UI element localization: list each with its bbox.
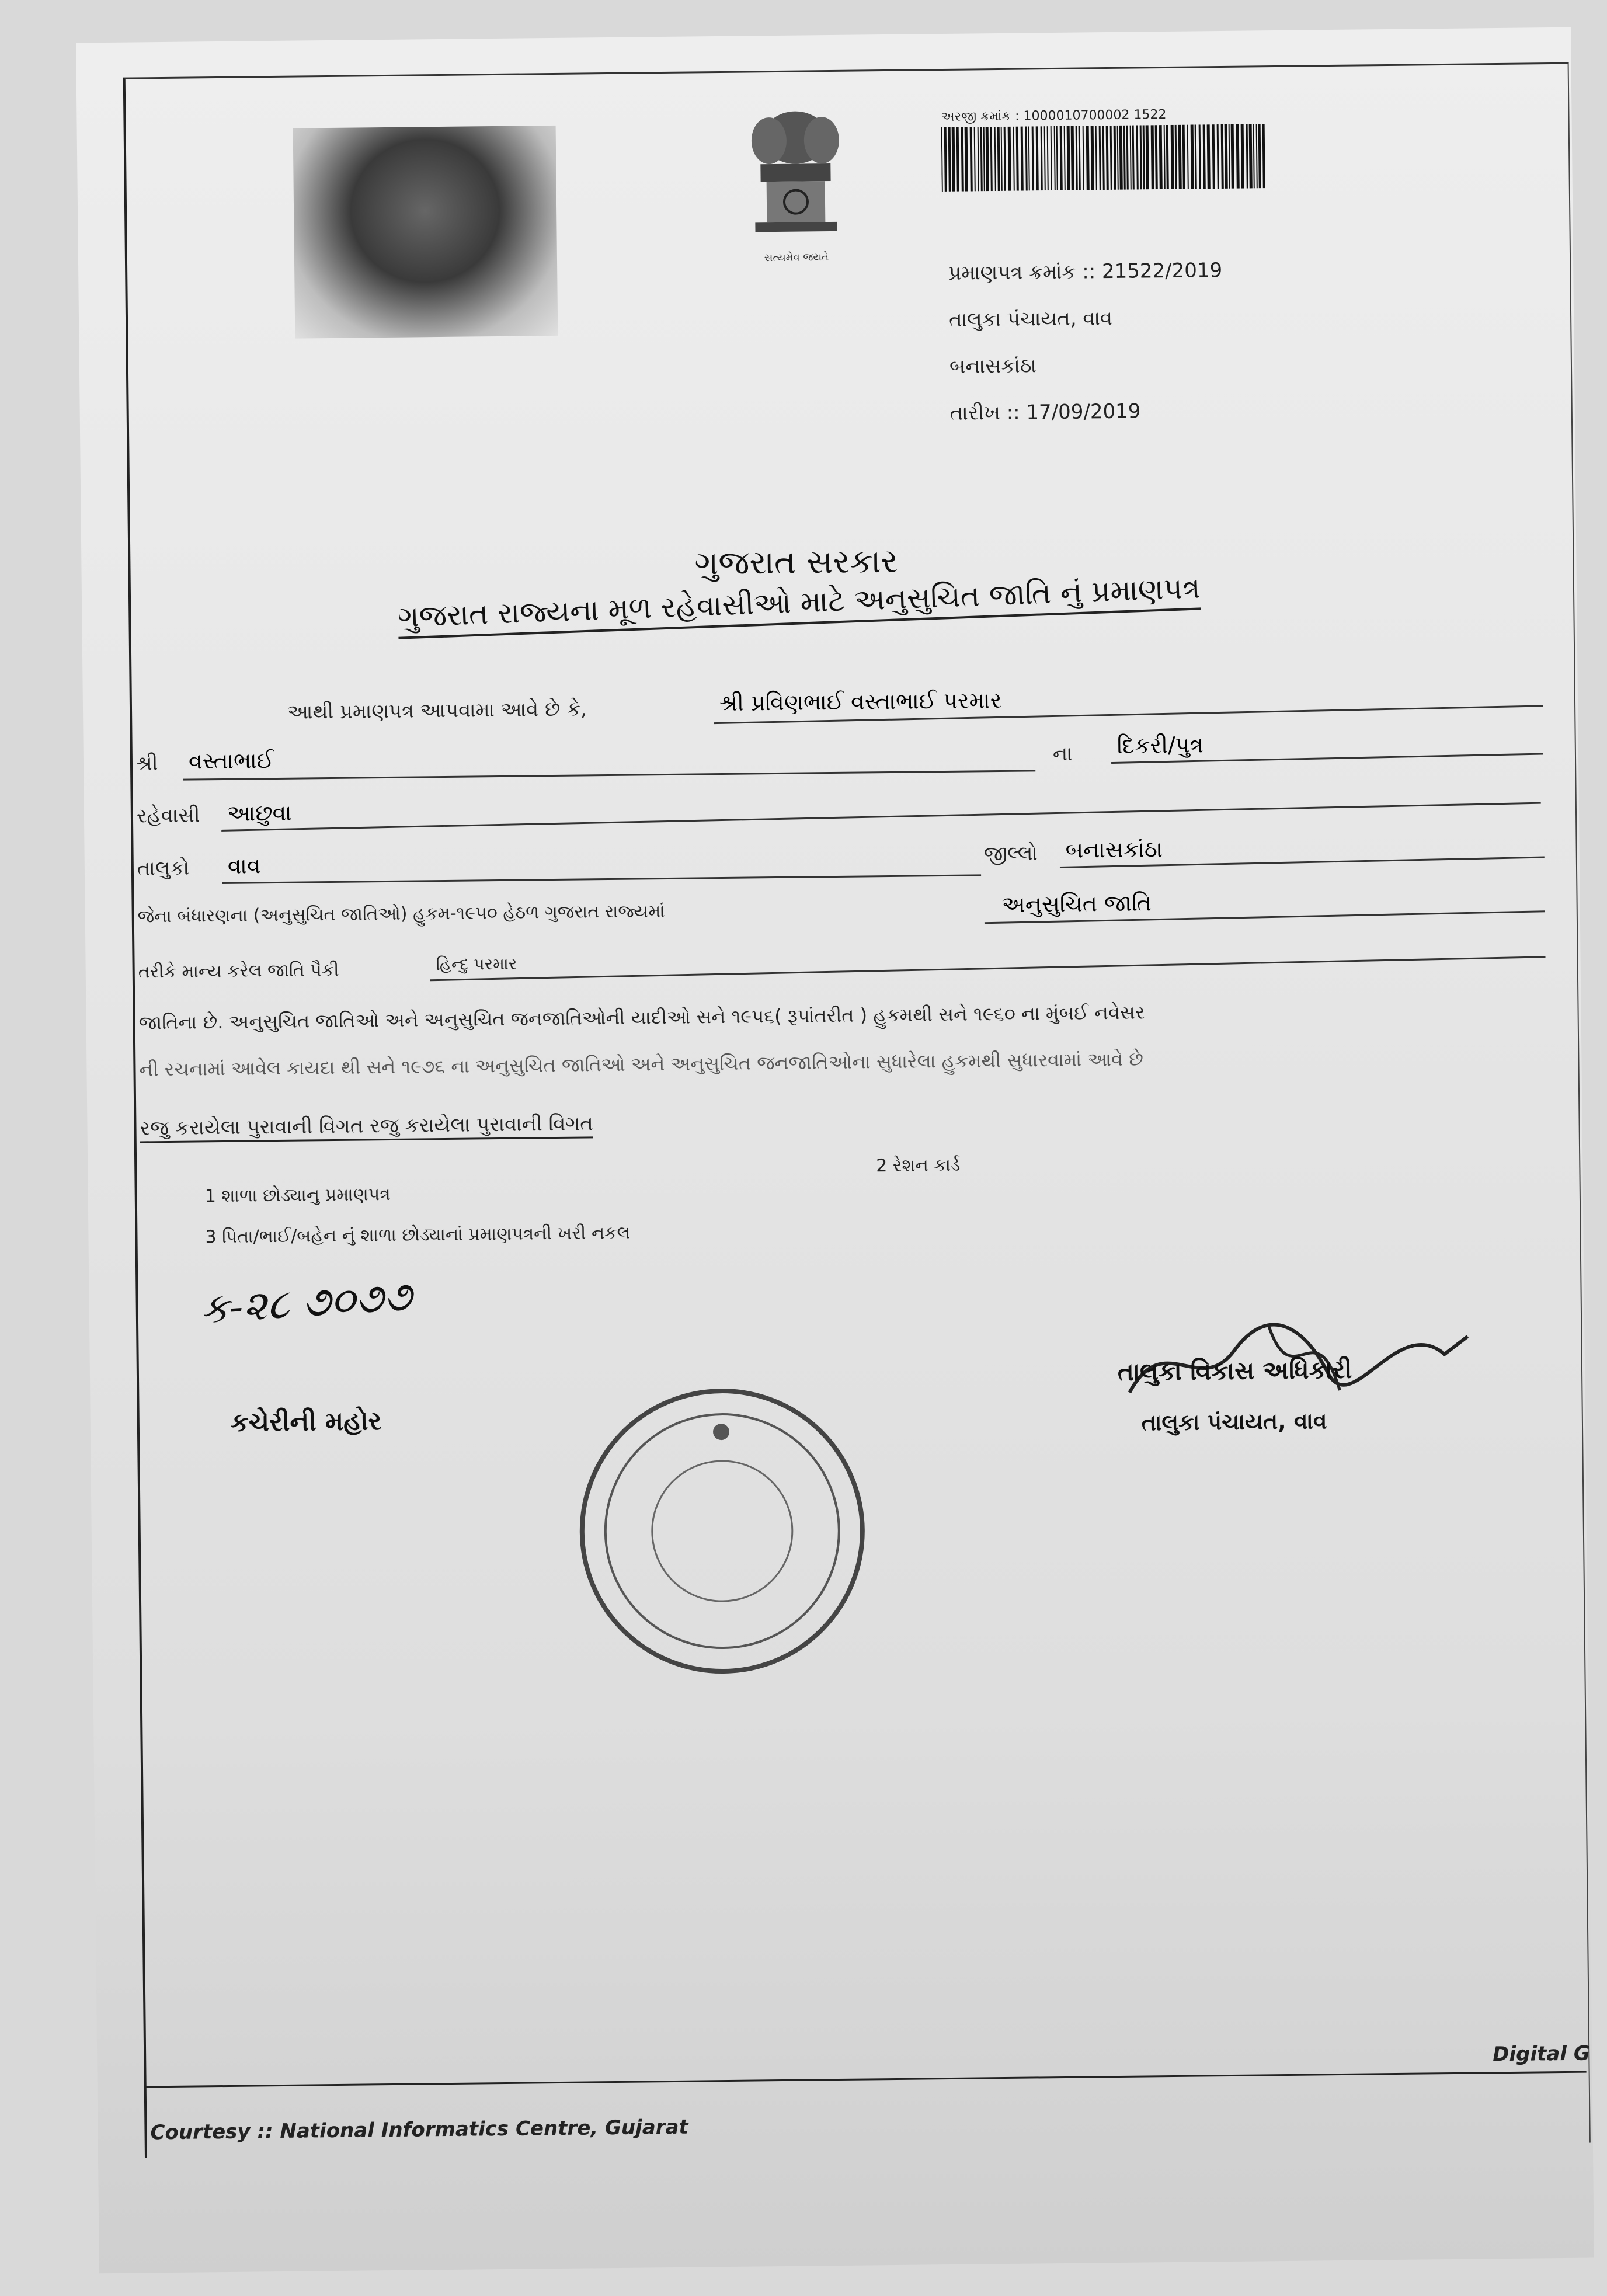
proofs-heading: રજુ કરાયેલા પુરાવાની વિગત રજુ કરાયેલા પુરાવાની વિગત bbox=[140, 1112, 593, 1143]
legal-text-line-2: ની રચનામાં આવેલ કાયદા થી સને ૧૯૭૬ ના અનુસુચિત જાતિઓ અને અનુસુચિત જનજાતિઓના સુધારેલા હુકમથી સુધારવામાં આવે છે bbox=[139, 1048, 1144, 1081]
father-prefix: શ્રી bbox=[135, 752, 158, 775]
proof-item-2: 2 રેશન કાર્ડ bbox=[876, 1154, 961, 1177]
resident-label: રહેવાસી bbox=[136, 803, 200, 828]
officer-office: તાલુકા પંચાયત, વાવ bbox=[1141, 1408, 1327, 1436]
caste-label: તરીકે માન્ય કરેલ જાતિ પૈકી bbox=[138, 959, 339, 983]
relation-value: દિકરી/પુત્ર bbox=[1116, 732, 1204, 759]
issuing-district: બનાસકાંઠા bbox=[949, 354, 1037, 378]
taluka-label: તાલુકો bbox=[137, 856, 190, 881]
office-seal-stamp bbox=[569, 1377, 875, 1684]
proof-item-3: 3 પિતા/ભાઈ/બહેન નું શાળા છોડ્યાનાં પ્રમાણપત્રની ખરી નકલ bbox=[205, 1222, 631, 1248]
district-label: જીલ્લો bbox=[983, 841, 1038, 866]
legal-text-line-1: જાતિના છે. અનુસુચિત જાતિઓ અને અનુસુચિત જનજાતિઓની યાદીઓ સને ૧૯૫૬( રૂપાંતરીત ) હુકમથી સને ૧૯૬૦ ના મુંબઈ નવેસર bbox=[138, 1001, 1145, 1034]
applicant-photo bbox=[293, 126, 558, 339]
emblem-caption: સત્યમેવ જયતે bbox=[764, 251, 829, 265]
order-text: જેના બંધારણના (અનુસુચિત જાતિઓ) હુકમ-૧૯૫૦ હેઠળ ગુજરાત રાજ્યમાં bbox=[137, 901, 665, 927]
officer-title: તાલુકા વિકાસ અધિકારી bbox=[1117, 1355, 1352, 1386]
district-value: બનાસકાંઠા bbox=[1065, 836, 1163, 863]
certificate-number: પ્રમાણપત્ર ક્રમાંક :: 21522/2019 bbox=[948, 258, 1223, 285]
handwritten-note: ક-૨૮ ૭૦૭૭ bbox=[199, 1272, 413, 1333]
resident-village: આછુવા bbox=[227, 799, 292, 826]
applicant-name: શ્રી પ્રવિણભાઈ વસ્તાભાઈ પરમાર bbox=[719, 687, 1002, 716]
father-name: વસ્તાભાઈ bbox=[188, 747, 274, 774]
certificate-title: ગુજરાત રાજ્યના મૂળ રહેવાસીઓ માટે અનુસુચિત જાતિ નું પ્રમાણપત્ર bbox=[397, 570, 1201, 639]
relation-prefix: ના bbox=[1052, 742, 1073, 766]
government-title: ગુજરાત સરકાર bbox=[694, 542, 898, 583]
office-seal-label: કચેરીની મહોર bbox=[230, 1406, 382, 1438]
caste-value: હિન્દુ પરમાર bbox=[436, 954, 517, 975]
issue-date: તારીખ :: 17/09/2019 bbox=[949, 399, 1141, 425]
issuing-office: તાલુકા પંચાયત, વાવ bbox=[948, 306, 1113, 332]
ashoka-emblem-icon bbox=[736, 105, 855, 258]
barcode-icon bbox=[941, 124, 1269, 192]
taluka-value: વાવ bbox=[227, 853, 261, 879]
certificate-frame bbox=[123, 62, 1591, 2158]
intro-text: આથી પ્રમાણપત્ર આપવામા આવે છે કે, bbox=[287, 697, 587, 724]
digital-signature-note: Digital G bbox=[1493, 2041, 1590, 2067]
certificate-paper bbox=[76, 27, 1594, 2274]
application-number: અરજી ક્રમાંક : 1000010700002 1522 bbox=[941, 107, 1167, 125]
category-value: અનુસુચિત જાતિ bbox=[1001, 890, 1152, 917]
proof-item-1: 1 શાળા છોડ્યાનુ પ્રમાણપત્ર bbox=[204, 1184, 391, 1207]
courtesy-footer: Courtesy :: National Informatics Centre, Gujarat bbox=[150, 2115, 688, 2145]
